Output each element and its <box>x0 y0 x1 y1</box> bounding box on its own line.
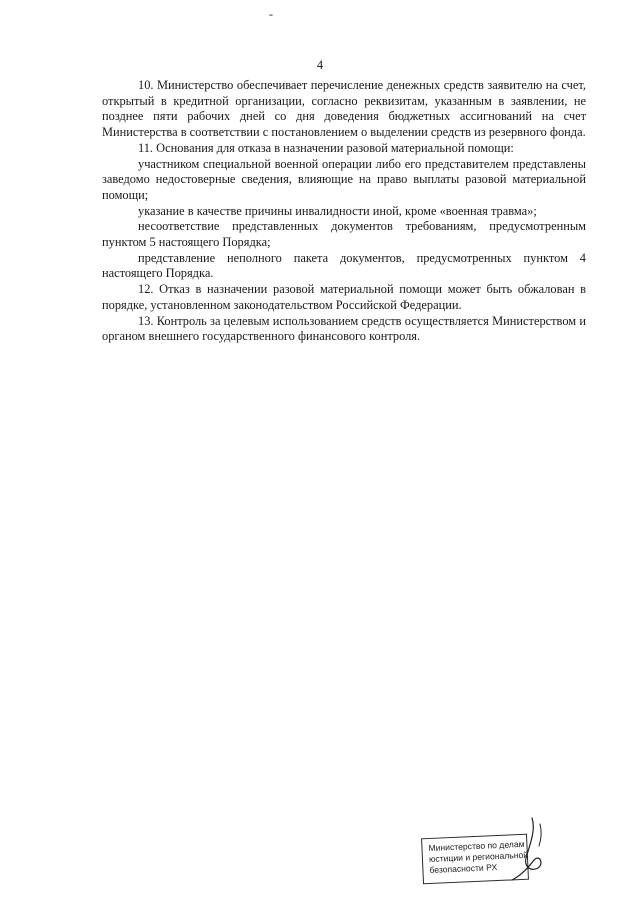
page-mark: - <box>269 7 273 21</box>
page-number: 4 <box>316 58 324 72</box>
paragraph-13: 13. Контроль за целевым использованием средств осуществляется Министерством и органом внешнего государственного финансового контроля. <box>102 313 586 344</box>
document-body <box>102 78 586 345</box>
paragraph-10: 10. Министерство обеспечивает перечисление денежных средств заявителю на счет, открытый в кредитной организации, согласно реквизитам, указанным в заявлении, не позднее пяти рабочих дней со дня доведения бюджетных ассигнований на счет Министерства в соответствии с постановлением о выделении средств из резервного фонда. <box>102 78 586 140</box>
paragraph-11-item-1: участником специальной военной операции либо его представителем представлены заведомо недостоверные сведения, влияющие на право выплаты разовой материальной помощи; <box>102 156 586 202</box>
stamp-line-3: безопасности РХ <box>429 862 498 875</box>
paragraph-12: 12. Отказ в назначении разовой материальной помощи может быть обжалован в порядке, установленном законодательством Российской Федерации. <box>102 282 586 312</box>
paragraph-11: 11. Основания для отказа в назначении разовой материальной помощи: <box>138 140 514 155</box>
paragraph-11-item-3: несоответствие представленных документов требованиям, предусмотренным пунктом 5 настоящего Порядка; <box>102 219 586 250</box>
stamp-line-1: Министерство по делам <box>428 838 525 854</box>
stamp-line-2: юстиции и региональной <box>428 849 529 865</box>
paragraph-11-item-2: указание в качестве причины инвалидности иной, кроме «военная травма»; <box>138 203 537 218</box>
paragraph-11-item-4: представление неполного пакета документов, предусмотренных пунктом 4 настоящего Порядка. <box>102 250 586 281</box>
signature-mark <box>440 810 580 890</box>
